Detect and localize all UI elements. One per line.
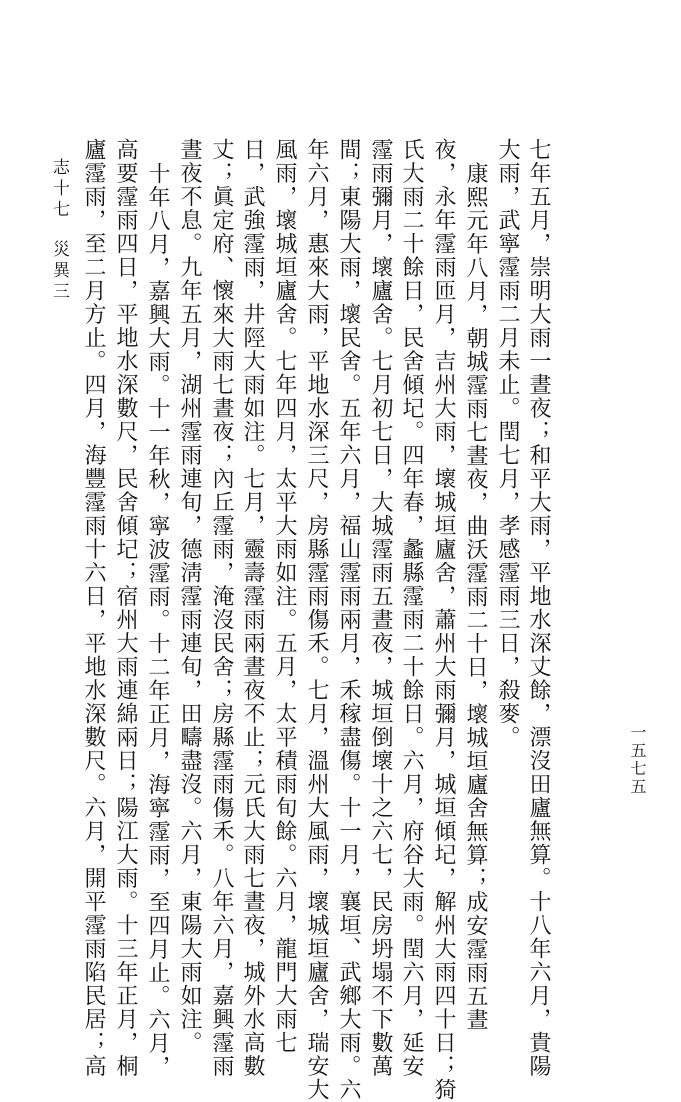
chapter-label: 志十七 [49, 158, 69, 221]
text-column: 夜，永年霪雨匝月，吉州大雨，壞城垣廬舍，蕭州大雨彌月，城垣傾圮，解州大雨四十日；猗 [431, 138, 456, 1102]
text-column: 風雨，壞城垣廬舍。七年四月，太平大雨如注。五月，太平積雨旬餘。六月，龍門大雨七 [272, 138, 297, 1055]
text-column: 高要霪雨四日，平地水深數尺，民舍傾圮；宿州大雨連綿兩日；陽江大雨。十三年正月，桐 [113, 138, 138, 1078]
text-column: 晝夜不息。九年五月，湖州霪雨連旬，德淸霪雨連旬，田疇盡沒。六月，東陽大雨如注。 [177, 138, 202, 1055]
text-column: 丈；眞定府、懷來大雨七晝夜；內丘霪雨，淹沒民舍；房縣霪雨傷禾。八年六月，嘉興霪雨 [209, 138, 234, 1078]
text-column: 年六月，惠來大雨，平地水深三尺，房縣霪雨傷禾。七月，溫州大風雨，壞城垣廬舍，瑞安大 [304, 138, 329, 1102]
section-label: 災異三 [49, 240, 69, 303]
text-column: 廬霪雨，至二月方止。四月，海豐霪雨十六日，平地水深數尺。六月，開平霪雨陷民居；高 [81, 138, 106, 1078]
page-number: 一五七五 [628, 724, 647, 796]
text-column: 間；東陽大雨，壞民舍。五年六月，福山霪雨兩月，禾稼盡傷。十一月，襄垣、武鄉大雨。六 [336, 138, 361, 1102]
text-column: 大雨，武寧霪雨二月未止。閏七月，孝感霪雨三日，殺麥。 [495, 138, 520, 749]
text-column: 霪雨彌月，壞廬舍。七月初七日，大城霪雨五晝夜，城垣倒壞十之六七，民房坍塌不下數萬 [368, 138, 393, 1078]
text-column: 七年五月，崇明大雨一晝夜；和平大雨，平地水深丈餘，漂沒田廬無算。十八年六月，貴陽 [526, 138, 551, 1078]
text-column: 氏大雨二十餘日，民舍傾圮。四年春，蠡縣霪雨二十餘日。六月，府谷大雨。閏六月，延安 [399, 138, 424, 1078]
text-column: 十年八月，嘉興大雨。十一年秋，寧波霪雨。十二年正月，海寧霪雨，至四月止。六月， [145, 162, 170, 1079]
text-column: 日，武強霪雨，井陘大雨如注。七月，靈壽霪雨兩晝夜不止；元氏大雨七晝夜，城外水高數 [240, 138, 265, 1078]
text-column: 康熙元年八月，朝城霪雨七晝夜，曲沃霪雨二十日，壞城垣廬舍無算；成安霪雨五晝 [463, 162, 488, 1032]
